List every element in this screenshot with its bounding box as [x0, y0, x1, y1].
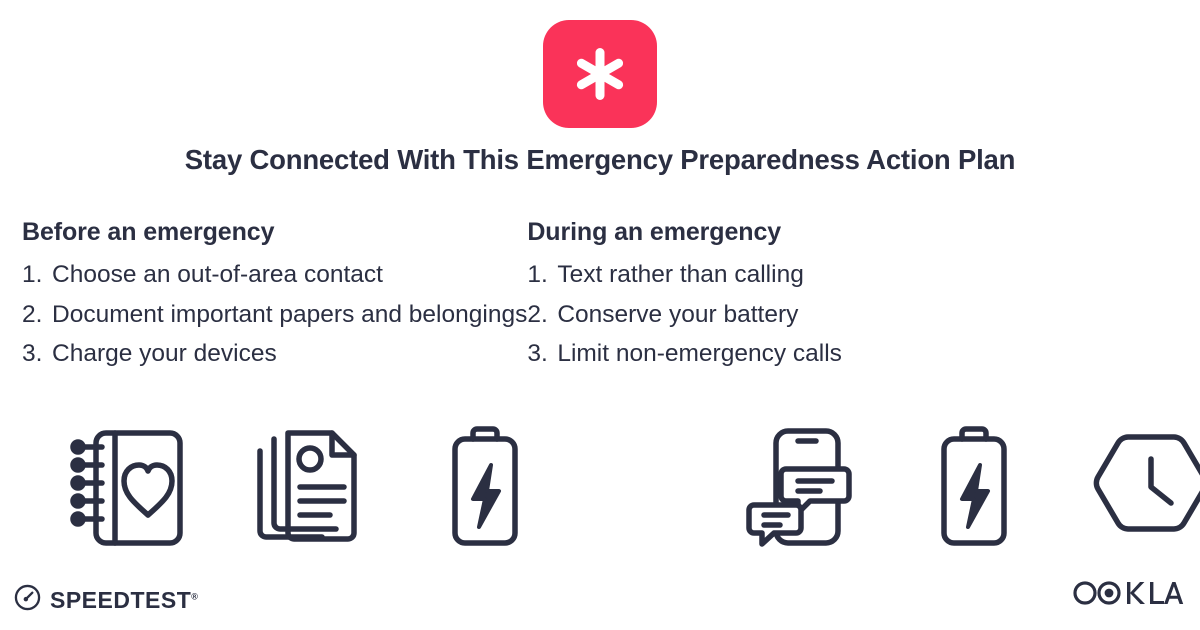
column-during [527, 218, 1200, 374]
list-item-label: Conserve your battery [557, 300, 799, 328]
list-item-number: 2. [527, 300, 548, 328]
page-title: Stay Connected With This Emergency Preparedness Action Plan [184, 144, 1016, 175]
list-during [527, 255, 1200, 374]
list-item [527, 255, 1200, 295]
columns-container [0, 218, 1200, 374]
ookla-wordmark [1072, 579, 1184, 614]
ookla-logo [1072, 579, 1184, 614]
list-item-number: 2. [22, 300, 43, 328]
list-item [22, 334, 527, 374]
list-item-label: Text rather than calling [557, 261, 804, 288]
list-item [527, 334, 1200, 374]
list-item-label: Document important papers and belongings [52, 300, 528, 328]
list-item-number: 1. [22, 261, 43, 288]
list-item-number: 3. [527, 340, 548, 368]
column-title-before: Before an emergency [22, 218, 275, 246]
speedtest-wordmark: SPEEDTEST® [50, 586, 199, 613]
list-before [22, 255, 527, 374]
documents-stack-icon [250, 418, 370, 558]
brand-badge [543, 20, 657, 128]
list-item [22, 255, 527, 295]
brand-badge-container [0, 20, 1200, 128]
list-item-label: Choose an out-of-area contact [52, 261, 383, 288]
speedtest-logo [14, 584, 198, 616]
battery-bolt-icon [924, 418, 1024, 558]
list-item-label: Charge your devices [52, 340, 277, 368]
list-item-label: Limit non-emergency calls [557, 340, 842, 368]
battery-bolt-icon [430, 418, 540, 558]
icons-row-before [70, 418, 540, 558]
asterisk-icon [570, 44, 630, 104]
list-item-number: 1. [527, 261, 548, 288]
column-before [22, 218, 527, 374]
notebook-heart-icon [70, 418, 190, 558]
phone-message-icon [740, 418, 860, 558]
column-title-during: During an emergency [527, 218, 782, 246]
list-item [22, 295, 527, 335]
list-item-number: 3. [22, 340, 43, 368]
icons-row-during [740, 418, 1190, 558]
list-item [527, 295, 1200, 335]
hexagon-clock-icon [1088, 418, 1200, 558]
speedtest-gauge-icon [14, 584, 41, 616]
ookla-mark-icon [1072, 579, 1184, 607]
